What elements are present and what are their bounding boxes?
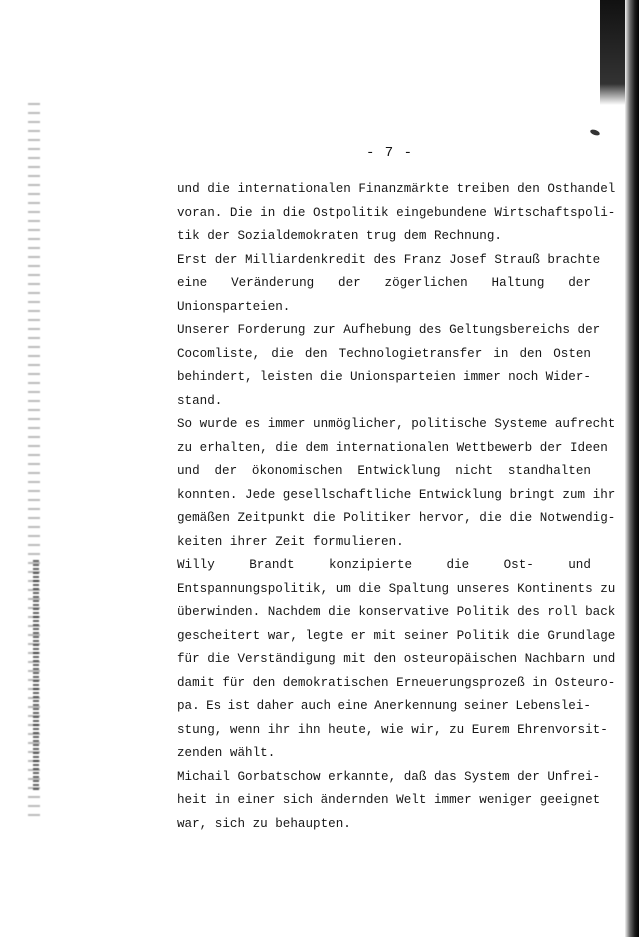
text-line: Michail Gorbatschow erkannte, daß das System der Unfrei- [177, 769, 601, 784]
text-word: behindert, [177, 370, 253, 384]
text-line: konnten. Jede gesellschaftliche Entwicklung bringt zum ihr [177, 487, 616, 502]
text-line: gemäßen Zeitpunkt die Politiker hervor, die die Notwendig- [177, 511, 616, 525]
text-word: auch [300, 699, 332, 713]
text-word: standhalten [507, 464, 591, 478]
body-text [177, 178, 616, 836]
text-line: für die Verständigung mit den osteuropäischen Nachbarn und [177, 652, 616, 666]
text-line: voran. Die in die Ostpolitik eingebundene Wirtschaftspoli- [177, 205, 616, 220]
text-word: Wider- [545, 370, 591, 384]
text-word: die [320, 370, 343, 384]
scan-edge-right [625, 0, 639, 937]
text-line: damit für den demokratischen Erneuerungsprozeß in Osteuro- [177, 675, 616, 690]
text-word: der [214, 464, 238, 478]
text-word: immer [463, 370, 501, 384]
text-word: zögerlichen [384, 276, 468, 290]
text-word: ökonomischen [251, 464, 343, 478]
scan-edge-left-shadow [33, 560, 39, 790]
text-line [177, 343, 591, 367]
text-word: Osten [553, 346, 591, 361]
text-line: und die internationalen Finanzmärkte treiben den Osthandel [177, 182, 616, 196]
text-line [177, 460, 591, 484]
text-line: tik der Sozialdemokraten trug dem Rechnung. [177, 229, 502, 243]
text-word: und [177, 464, 200, 478]
text-line: überwinden. Nachdem die konservative Politik des roll back [177, 605, 616, 619]
text-line [177, 366, 591, 390]
scan-speck [589, 128, 600, 136]
text-word: konzipierte [328, 558, 413, 572]
text-word: noch [508, 370, 539, 384]
text-line: Erst der Milliardenkredit des Franz Josef Strauß brachte [177, 252, 601, 267]
text-line [177, 695, 591, 719]
text-word: eine [177, 276, 208, 290]
text-word: der [568, 276, 591, 290]
text-word: Willy [177, 558, 215, 572]
text-word: und [568, 558, 591, 572]
text-line: keiten ihrer Zeit formulieren. [177, 534, 404, 549]
text-line: Unserer Forderung zur Aufhebung des Geltungsbereichs der [177, 323, 601, 337]
text-word: Unionsparteien [349, 370, 456, 384]
text-word: leisten [259, 370, 313, 384]
text-line: Entspannungspolitik, um die Spaltung unseres Kontinents zu [177, 581, 616, 596]
text-word: den [304, 346, 328, 361]
text-word: seiner [463, 699, 509, 713]
text-word: die [271, 346, 294, 361]
page-number: - 7 - [366, 145, 414, 161]
text-line: zu erhalten, die dem internationalen Wettbewerb der Ideen [177, 440, 608, 455]
text-line: zenden wählt. [177, 746, 276, 760]
text-word: ist [227, 699, 251, 713]
text-word: Brandt [249, 558, 295, 572]
text-line: gescheitert war, legte er mit seiner Politik die Grundlage [177, 628, 616, 643]
text-word: Veränderung [231, 276, 315, 290]
text-line: stand. [177, 393, 223, 408]
text-line: war, sich zu behaupten. [177, 816, 351, 831]
text-line [177, 554, 591, 578]
text-word: eine [337, 699, 368, 713]
text-word: pa. [177, 699, 200, 713]
text-word: der [338, 276, 361, 290]
text-word: Entwicklung [357, 464, 441, 478]
text-word: Anerkennung [374, 699, 458, 713]
text-line: heit in einer sich ändernden Welt immer weniger geeignet [177, 793, 601, 807]
text-word: Ost- [503, 558, 534, 572]
text-word: nicht [455, 464, 494, 478]
text-word: in [493, 346, 509, 361]
text-word: Technologietransfer [338, 346, 483, 361]
text-word: Es [206, 699, 222, 713]
text-word: Cocomliste, [177, 346, 261, 361]
text-line: stung, wenn ihr ihn heute, wie wir, zu Eurem Ehrenvorsit- [177, 722, 608, 737]
text-line: Unionsparteien. [177, 299, 291, 314]
text-word: den [519, 346, 543, 361]
text-word: Haltung [491, 276, 545, 290]
text-line: So wurde es immer unmöglicher, politische Systeme aufrecht [177, 417, 616, 431]
text-word: die [446, 558, 470, 572]
text-line [177, 272, 591, 296]
text-word: daher [256, 699, 295, 713]
text-word: Lebenslei- [515, 699, 591, 713]
